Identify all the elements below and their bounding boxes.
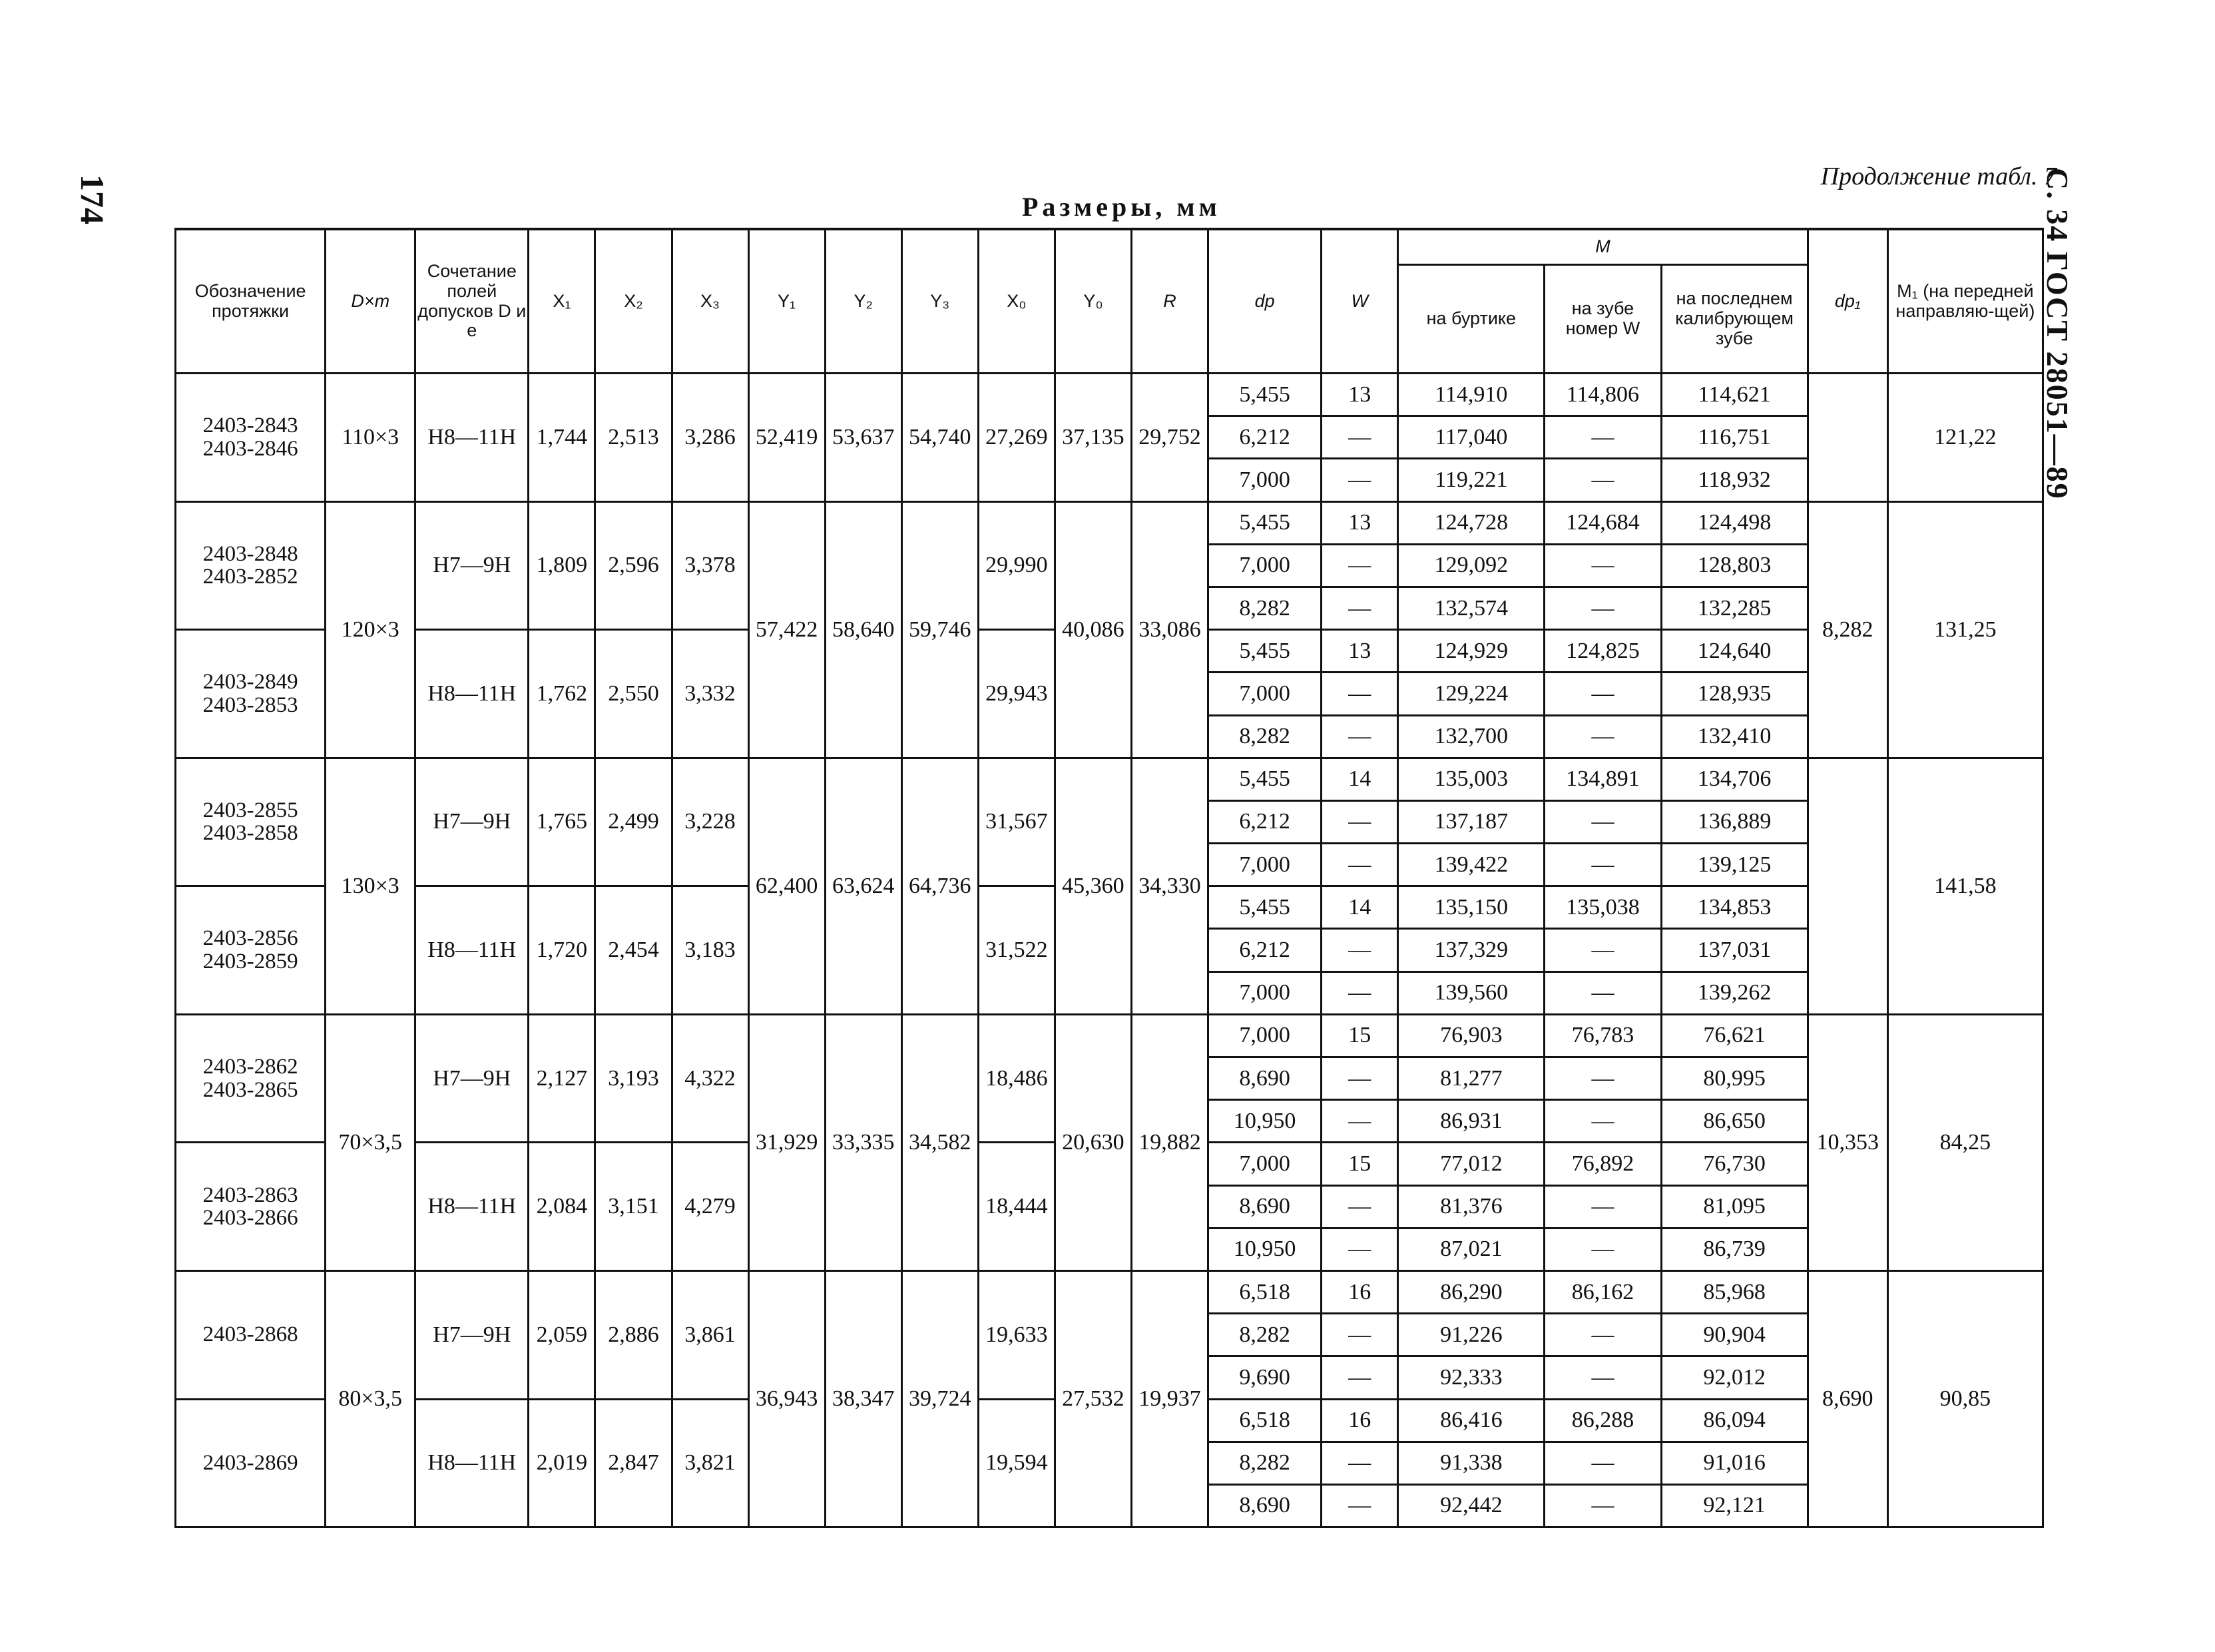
cell-m-last-tooth: 137,031 bbox=[1661, 929, 1808, 971]
header-m-last-tooth: на последнем калибрующем зубе bbox=[1661, 265, 1808, 374]
cell-m-tooth: 76,892 bbox=[1545, 1143, 1661, 1185]
cell-x1: 2,019 bbox=[529, 1399, 595, 1527]
cell-m-last-tooth: 139,262 bbox=[1661, 971, 1808, 1014]
cell-m-tooth: 124,825 bbox=[1545, 630, 1661, 673]
header-dxm: D×m bbox=[326, 229, 415, 374]
cell-dp: 8,282 bbox=[1208, 587, 1322, 629]
cell-m-last-tooth: 76,621 bbox=[1661, 1014, 1808, 1057]
cell-y2: 38,347 bbox=[825, 1270, 901, 1527]
cell-r: 19,937 bbox=[1131, 1270, 1208, 1527]
header-y2: Y₂ bbox=[825, 229, 901, 374]
cell-x2: 2,847 bbox=[595, 1399, 672, 1527]
cell-m-tooth: 86,288 bbox=[1545, 1399, 1661, 1442]
cell-x1: 1,762 bbox=[529, 630, 595, 758]
cell-w: — bbox=[1322, 459, 1398, 501]
cell-x2: 3,193 bbox=[595, 1014, 672, 1143]
cell-m-tooth: — bbox=[1545, 1228, 1661, 1270]
cell-m-tooth: — bbox=[1545, 673, 1661, 715]
cell-dp: 8,690 bbox=[1208, 1185, 1322, 1228]
cell-m-last-tooth: 128,803 bbox=[1661, 544, 1808, 587]
cell-m-tooth: — bbox=[1545, 715, 1661, 758]
cell-dxm: 130×3 bbox=[326, 758, 415, 1014]
cell-m-last-tooth: 85,968 bbox=[1661, 1270, 1808, 1313]
cell-m-tooth: 86,162 bbox=[1545, 1270, 1661, 1313]
cell-y1: 31,929 bbox=[748, 1014, 825, 1270]
header-r: R bbox=[1131, 229, 1208, 374]
cell-w: — bbox=[1322, 800, 1398, 843]
cell-dp: 7,000 bbox=[1208, 971, 1322, 1014]
cell-dp: 7,000 bbox=[1208, 459, 1322, 501]
cell-m-last-tooth: 76,730 bbox=[1661, 1143, 1808, 1185]
cell-dxm: 110×3 bbox=[326, 374, 415, 502]
cell-w: — bbox=[1322, 416, 1398, 459]
cell-x0: 29,943 bbox=[978, 630, 1055, 758]
cell-m-last-tooth: 90,904 bbox=[1661, 1314, 1808, 1356]
cell-m-tooth: — bbox=[1545, 844, 1661, 886]
cell-tolerance-fields: H7—9H bbox=[415, 1270, 529, 1399]
cell-dp: 6,212 bbox=[1208, 800, 1322, 843]
cell-tolerance-fields: H8—11H bbox=[415, 630, 529, 758]
cell-m-last-tooth: 132,410 bbox=[1661, 715, 1808, 758]
cell-x1: 1,744 bbox=[529, 374, 595, 502]
header-row-top bbox=[176, 229, 2043, 265]
cell-m-collar: 92,333 bbox=[1398, 1356, 1545, 1399]
cell-x0: 18,444 bbox=[978, 1143, 1055, 1271]
header-tolerance-fields: Сочетание полей допусков D и e bbox=[415, 229, 529, 374]
cell-x1: 2,084 bbox=[529, 1143, 595, 1271]
cell-designation: 2403-2868 bbox=[176, 1270, 326, 1399]
cell-m-last-tooth: 92,121 bbox=[1661, 1484, 1808, 1527]
broach-dimensions-table bbox=[174, 228, 2044, 1528]
cell-m-tooth: — bbox=[1545, 929, 1661, 971]
cell-m-collar: 129,224 bbox=[1398, 673, 1545, 715]
cell-dp: 5,455 bbox=[1208, 886, 1322, 929]
table-row bbox=[176, 501, 2043, 544]
cell-designation: 2403-2862 2403-2865 bbox=[176, 1014, 326, 1143]
cell-y0: 45,360 bbox=[1055, 758, 1131, 1014]
cell-y3: 59,746 bbox=[901, 501, 978, 758]
cell-x1: 1,809 bbox=[529, 501, 595, 630]
cell-y2: 53,637 bbox=[825, 374, 901, 502]
cell-m-last-tooth: 136,889 bbox=[1661, 800, 1808, 843]
cell-x1: 1,765 bbox=[529, 758, 595, 886]
cell-m-last-tooth: 91,016 bbox=[1661, 1442, 1808, 1484]
cell-w: — bbox=[1322, 673, 1398, 715]
header-dp: dp bbox=[1208, 229, 1322, 374]
table-row bbox=[176, 1270, 2043, 1313]
cell-dp: 7,000 bbox=[1208, 673, 1322, 715]
cell-y0: 20,630 bbox=[1055, 1014, 1131, 1270]
cell-x3: 3,378 bbox=[672, 501, 748, 630]
cell-dp: 7,000 bbox=[1208, 1143, 1322, 1185]
header-w: W bbox=[1322, 229, 1398, 374]
cell-m-tooth: — bbox=[1545, 971, 1661, 1014]
cell-dp: 10,950 bbox=[1208, 1100, 1322, 1143]
cell-m1: 131,25 bbox=[1887, 501, 2043, 758]
cell-w: — bbox=[1322, 1185, 1398, 1228]
cell-dp: 6,212 bbox=[1208, 416, 1322, 459]
cell-dp: 8,690 bbox=[1208, 1057, 1322, 1100]
cell-designation: 2403-2843 2403-2846 bbox=[176, 374, 326, 502]
cell-tolerance-fields: H8—11H bbox=[415, 1143, 529, 1271]
cell-w: 14 bbox=[1322, 886, 1398, 929]
cell-m-collar: 139,560 bbox=[1398, 971, 1545, 1014]
cell-m-collar: 137,187 bbox=[1398, 800, 1545, 843]
cell-m-collar: 81,277 bbox=[1398, 1057, 1545, 1100]
cell-y0: 40,086 bbox=[1055, 501, 1131, 758]
page-number: 174 bbox=[74, 174, 111, 224]
cell-m-collar: 135,150 bbox=[1398, 886, 1545, 929]
cell-m-last-tooth: 116,751 bbox=[1661, 416, 1808, 459]
header-x0: X₀ bbox=[978, 229, 1055, 374]
cell-m-last-tooth: 128,935 bbox=[1661, 673, 1808, 715]
cell-m-collar: 81,376 bbox=[1398, 1185, 1545, 1228]
cell-dxm: 120×3 bbox=[326, 501, 415, 758]
cell-m-tooth: — bbox=[1545, 1356, 1661, 1399]
cell-w: — bbox=[1322, 844, 1398, 886]
cell-x0: 29,990 bbox=[978, 501, 1055, 630]
table-caption: Размеры, мм bbox=[1022, 192, 1221, 222]
cell-dp: 7,000 bbox=[1208, 544, 1322, 587]
cell-m-collar: 137,329 bbox=[1398, 929, 1545, 971]
cell-m-collar: 129,092 bbox=[1398, 544, 1545, 587]
cell-x2: 3,151 bbox=[595, 1143, 672, 1271]
cell-y2: 58,640 bbox=[825, 501, 901, 758]
cell-m-collar: 124,728 bbox=[1398, 501, 1545, 544]
cell-x3: 3,332 bbox=[672, 630, 748, 758]
cell-x3: 4,322 bbox=[672, 1014, 748, 1143]
cell-m-last-tooth: 92,012 bbox=[1661, 1356, 1808, 1399]
cell-r: 34,330 bbox=[1131, 758, 1208, 1014]
cell-m-tooth: — bbox=[1545, 1314, 1661, 1356]
cell-w: — bbox=[1322, 929, 1398, 971]
cell-m-last-tooth: 139,125 bbox=[1661, 844, 1808, 886]
cell-x2: 2,513 bbox=[595, 374, 672, 502]
cell-y3: 64,736 bbox=[901, 758, 978, 1014]
cell-m-collar: 92,442 bbox=[1398, 1484, 1545, 1527]
cell-dp: 5,455 bbox=[1208, 374, 1322, 416]
cell-w: — bbox=[1322, 1314, 1398, 1356]
cell-dp: 6,212 bbox=[1208, 929, 1322, 971]
cell-y3: 34,582 bbox=[901, 1014, 978, 1270]
cell-dxm: 80×3,5 bbox=[326, 1270, 415, 1527]
table-body bbox=[176, 374, 2043, 1527]
header-x2: X₂ bbox=[595, 229, 672, 374]
header-y1: Y₁ bbox=[748, 229, 825, 374]
cell-m-collar: 124,929 bbox=[1398, 630, 1545, 673]
cell-y1: 57,422 bbox=[748, 501, 825, 758]
cell-r: 33,086 bbox=[1131, 501, 1208, 758]
cell-m-tooth: — bbox=[1545, 459, 1661, 501]
cell-x3: 3,861 bbox=[672, 1270, 748, 1399]
cell-y2: 33,335 bbox=[825, 1014, 901, 1270]
cell-w: — bbox=[1322, 1484, 1398, 1527]
cell-w: — bbox=[1322, 715, 1398, 758]
cell-m-tooth: — bbox=[1545, 1442, 1661, 1484]
cell-m-collar: 91,226 bbox=[1398, 1314, 1545, 1356]
cell-m-tooth: — bbox=[1545, 1484, 1661, 1527]
cell-m-last-tooth: 132,285 bbox=[1661, 587, 1808, 629]
cell-dp1: 10,353 bbox=[1808, 1014, 1887, 1270]
cell-w: — bbox=[1322, 1442, 1398, 1484]
header-m-collar: на буртике bbox=[1398, 265, 1545, 374]
header-dp1: dp₁ bbox=[1808, 229, 1887, 374]
cell-x0: 19,633 bbox=[978, 1270, 1055, 1399]
header-x3: X₃ bbox=[672, 229, 748, 374]
cell-m-tooth: 114,806 bbox=[1545, 374, 1661, 416]
cell-w: 13 bbox=[1322, 501, 1398, 544]
cell-tolerance-fields: H7—9H bbox=[415, 501, 529, 630]
cell-m-last-tooth: 86,094 bbox=[1661, 1399, 1808, 1442]
cell-dp: 5,455 bbox=[1208, 630, 1322, 673]
cell-dp1: 8,282 bbox=[1808, 501, 1887, 758]
cell-dp: 8,282 bbox=[1208, 1442, 1322, 1484]
cell-m-collar: 86,290 bbox=[1398, 1270, 1545, 1313]
cell-m-last-tooth: 134,706 bbox=[1661, 758, 1808, 800]
cell-designation: 2403-2856 2403-2859 bbox=[176, 886, 326, 1015]
cell-r: 19,882 bbox=[1131, 1014, 1208, 1270]
cell-w: 14 bbox=[1322, 758, 1398, 800]
cell-m-collar: 114,910 bbox=[1398, 374, 1545, 416]
cell-y0: 27,532 bbox=[1055, 1270, 1131, 1527]
cell-w: 13 bbox=[1322, 630, 1398, 673]
cell-w: 16 bbox=[1322, 1399, 1398, 1442]
cell-dp: 7,000 bbox=[1208, 844, 1322, 886]
standard-title: С. 34 ГОСТ 28051—89 bbox=[2041, 168, 2075, 500]
cell-tolerance-fields: H7—9H bbox=[415, 1014, 529, 1143]
cell-x2: 2,499 bbox=[595, 758, 672, 886]
cell-designation: 2403-2848 2403-2852 bbox=[176, 501, 326, 630]
cell-x1: 1,720 bbox=[529, 886, 595, 1015]
cell-tolerance-fields: H8—11H bbox=[415, 886, 529, 1015]
cell-m-tooth: 124,684 bbox=[1545, 501, 1661, 544]
cell-dp: 7,000 bbox=[1208, 1014, 1322, 1057]
cell-dp: 10,950 bbox=[1208, 1228, 1322, 1270]
cell-m-last-tooth: 118,932 bbox=[1661, 459, 1808, 501]
cell-dp: 8,282 bbox=[1208, 715, 1322, 758]
cell-m-collar: 135,003 bbox=[1398, 758, 1545, 800]
cell-tolerance-fields: H8—11H bbox=[415, 1399, 529, 1527]
cell-x0: 18,486 bbox=[978, 1014, 1055, 1143]
cell-w: 13 bbox=[1322, 374, 1398, 416]
cell-designation: 2403-2863 2403-2866 bbox=[176, 1143, 326, 1271]
cell-y2: 63,624 bbox=[825, 758, 901, 1014]
cell-dxm: 70×3,5 bbox=[326, 1014, 415, 1270]
cell-dp: 8,690 bbox=[1208, 1484, 1322, 1527]
cell-x0: 31,522 bbox=[978, 886, 1055, 1015]
cell-w: — bbox=[1322, 1356, 1398, 1399]
cell-x3: 4,279 bbox=[672, 1143, 748, 1271]
cell-y0: 37,135 bbox=[1055, 374, 1131, 502]
cell-tolerance-fields: H8—11H bbox=[415, 374, 529, 502]
cell-w: — bbox=[1322, 1057, 1398, 1100]
cell-m-last-tooth: 124,640 bbox=[1661, 630, 1808, 673]
cell-w: 15 bbox=[1322, 1014, 1398, 1057]
cell-y3: 54,740 bbox=[901, 374, 978, 502]
cell-m-last-tooth: 86,650 bbox=[1661, 1100, 1808, 1143]
cell-x0: 27,269 bbox=[978, 374, 1055, 502]
cell-w: — bbox=[1322, 1100, 1398, 1143]
cell-m-tooth: 135,038 bbox=[1545, 886, 1661, 929]
cell-m-collar: 119,221 bbox=[1398, 459, 1545, 501]
cell-dp1 bbox=[1808, 758, 1887, 1014]
table-continuation-note: Продолжение табл. 7 bbox=[1820, 162, 2057, 190]
cell-dp1 bbox=[1808, 374, 1887, 502]
cell-tolerance-fields: H7—9H bbox=[415, 758, 529, 886]
cell-x3: 3,183 bbox=[672, 886, 748, 1015]
header-m-group: M bbox=[1398, 229, 1808, 265]
cell-x2: 2,550 bbox=[595, 630, 672, 758]
cell-m-collar: 132,700 bbox=[1398, 715, 1545, 758]
table-row bbox=[176, 758, 2043, 800]
cell-w: 15 bbox=[1322, 1143, 1398, 1185]
cell-x0: 19,594 bbox=[978, 1399, 1055, 1527]
table-row bbox=[176, 1014, 2043, 1057]
cell-m-tooth: 76,783 bbox=[1545, 1014, 1661, 1057]
cell-m-tooth: — bbox=[1545, 1100, 1661, 1143]
header-m-tooth: на зубе номер W bbox=[1545, 265, 1661, 374]
cell-m-last-tooth: 80,995 bbox=[1661, 1057, 1808, 1100]
cell-y1: 36,943 bbox=[748, 1270, 825, 1527]
cell-m-last-tooth: 81,095 bbox=[1661, 1185, 1808, 1228]
cell-m1: 121,22 bbox=[1887, 374, 2043, 502]
table-row bbox=[176, 374, 2043, 416]
cell-y3: 39,724 bbox=[901, 1270, 978, 1527]
cell-dp: 5,455 bbox=[1208, 501, 1322, 544]
cell-m-last-tooth: 124,498 bbox=[1661, 501, 1808, 544]
cell-designation: 2403-2855 2403-2858 bbox=[176, 758, 326, 886]
cell-m-collar: 132,574 bbox=[1398, 587, 1545, 629]
cell-dp: 6,518 bbox=[1208, 1270, 1322, 1313]
cell-m-tooth: — bbox=[1545, 1185, 1661, 1228]
cell-designation: 2403-2849 2403-2853 bbox=[176, 630, 326, 758]
cell-m-collar: 91,338 bbox=[1398, 1442, 1545, 1484]
cell-m-collar: 77,012 bbox=[1398, 1143, 1545, 1185]
cell-y1: 52,419 bbox=[748, 374, 825, 502]
cell-w: — bbox=[1322, 1228, 1398, 1270]
cell-m-tooth: — bbox=[1545, 416, 1661, 459]
cell-w: — bbox=[1322, 544, 1398, 587]
cell-m1: 84,25 bbox=[1887, 1014, 2043, 1270]
cell-x3: 3,821 bbox=[672, 1399, 748, 1527]
cell-m-collar: 86,416 bbox=[1398, 1399, 1545, 1442]
cell-dp: 9,690 bbox=[1208, 1356, 1322, 1399]
cell-dp1: 8,690 bbox=[1808, 1270, 1887, 1527]
cell-m-tooth: — bbox=[1545, 1057, 1661, 1100]
cell-m-collar: 87,021 bbox=[1398, 1228, 1545, 1270]
cell-m-tooth: — bbox=[1545, 544, 1661, 587]
cell-m-last-tooth: 134,853 bbox=[1661, 886, 1808, 929]
cell-x3: 3,286 bbox=[672, 374, 748, 502]
cell-m-tooth: — bbox=[1545, 587, 1661, 629]
header-x1: X₁ bbox=[529, 229, 595, 374]
cell-m1: 90,85 bbox=[1887, 1270, 2043, 1527]
cell-dp: 5,455 bbox=[1208, 758, 1322, 800]
cell-m1: 141,58 bbox=[1887, 758, 2043, 1014]
cell-x2: 2,886 bbox=[595, 1270, 672, 1399]
cell-x3: 3,228 bbox=[672, 758, 748, 886]
cell-w: 16 bbox=[1322, 1270, 1398, 1313]
cell-x2: 2,454 bbox=[595, 886, 672, 1015]
header-designation: Обозначение протяжки bbox=[176, 229, 326, 374]
cell-designation: 2403-2869 bbox=[176, 1399, 326, 1527]
cell-w: — bbox=[1322, 587, 1398, 629]
cell-dp: 8,282 bbox=[1208, 1314, 1322, 1356]
cell-x1: 2,127 bbox=[529, 1014, 595, 1143]
cell-w: — bbox=[1322, 971, 1398, 1014]
header-m1: M₁ (на передней направляю-щей) bbox=[1887, 229, 2043, 374]
cell-r: 29,752 bbox=[1131, 374, 1208, 502]
cell-m-collar: 86,931 bbox=[1398, 1100, 1545, 1143]
cell-m-collar: 76,903 bbox=[1398, 1014, 1545, 1057]
cell-m-collar: 117,040 bbox=[1398, 416, 1545, 459]
cell-m-tooth: — bbox=[1545, 800, 1661, 843]
cell-x0: 31,567 bbox=[978, 758, 1055, 886]
cell-m-last-tooth: 86,739 bbox=[1661, 1228, 1808, 1270]
cell-m-collar: 139,422 bbox=[1398, 844, 1545, 886]
cell-m-tooth: 134,891 bbox=[1545, 758, 1661, 800]
header-y0: Y₀ bbox=[1055, 229, 1131, 374]
cell-m-last-tooth: 114,621 bbox=[1661, 374, 1808, 416]
header-y3: Y₃ bbox=[901, 229, 978, 374]
cell-x2: 2,596 bbox=[595, 501, 672, 630]
cell-dp: 6,518 bbox=[1208, 1399, 1322, 1442]
cell-x1: 2,059 bbox=[529, 1270, 595, 1399]
cell-y1: 62,400 bbox=[748, 758, 825, 1014]
